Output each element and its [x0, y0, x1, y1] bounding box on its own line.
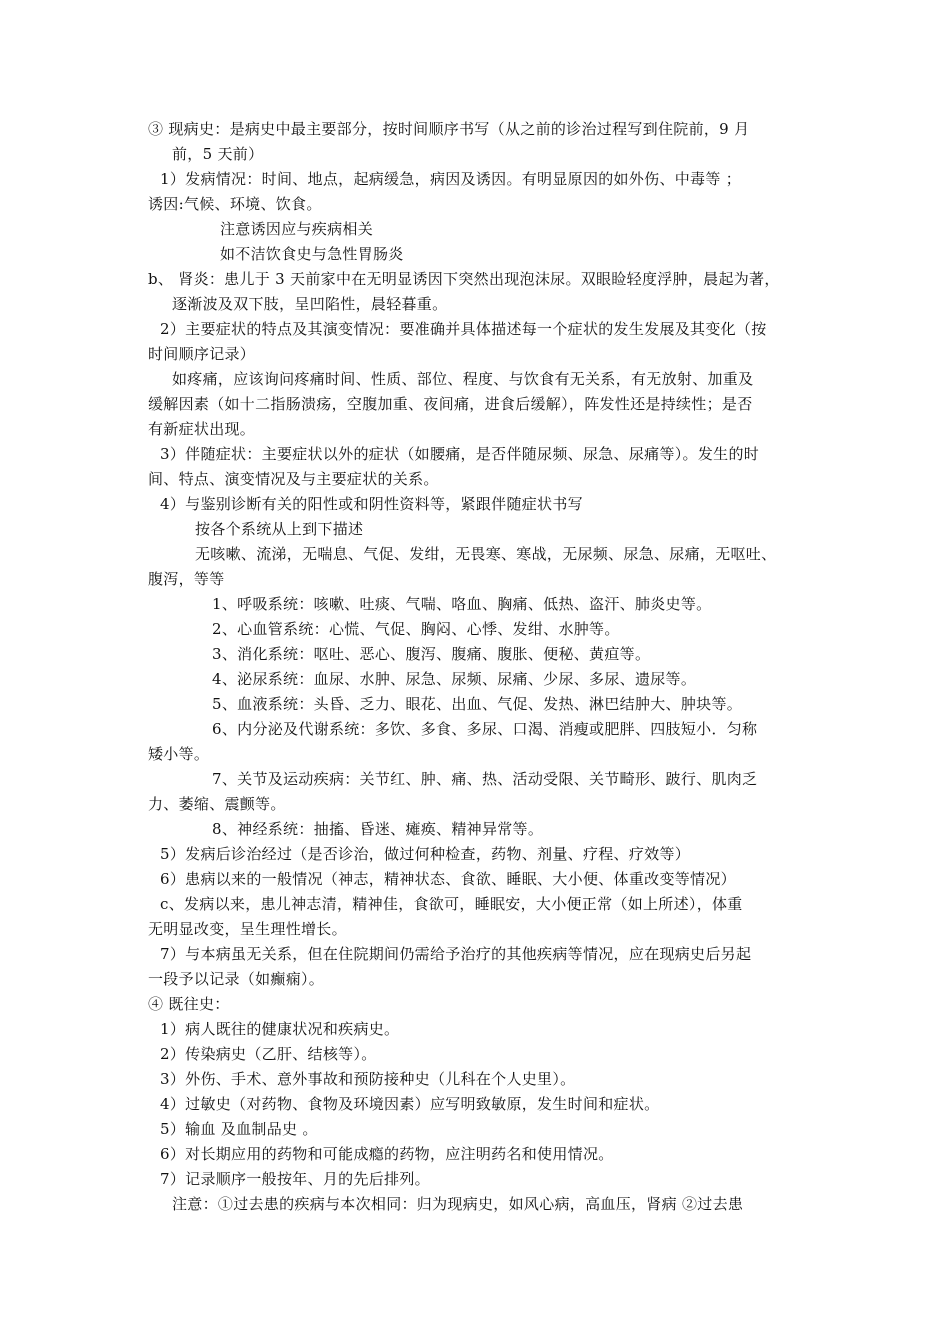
text-line: 时间顺序记录） [148, 345, 256, 363]
section-heading-past-history: ④ 既往史： [148, 995, 230, 1013]
list-item: 2）主要症状的特点及其演变情况：要准确并具体描述每一个症状的发生发展及其变化（按 [160, 320, 767, 338]
list-item: 4）与鉴别诊断有关的阳性或和阴性资料等，紧跟伴随症状书写 [160, 495, 583, 513]
list-item: 6）对长期应用的药物和可能成瘾的药物，应注明药名和使用情况。 [160, 1145, 614, 1163]
text-line: 力、萎缩、震颤等。 [148, 795, 286, 813]
system-item: 6、内分泌及代谢系统：多饮、多食、多尿、口渴、消瘦或肥胖、四肢短小．匀称 [212, 720, 758, 738]
list-item: 7）记录顺序一般按年、月的先后排列。 [160, 1170, 430, 1188]
system-item: 4、泌尿系统：血尿、水肿、尿急、尿频、尿痛、少尿、多尿、遗尿等。 [212, 670, 697, 688]
example-line: c、发病以来，患儿神志清，精神佳，食欲可，睡眠安，大小便正常（如上所述），体重 [160, 895, 743, 913]
text-line: 逐渐波及双下肢，呈凹陷性，晨轻暮重。 [172, 295, 448, 313]
text-line: 无明显改变，呈生理性增长。 [148, 920, 347, 938]
text-line: 腹泻，等等 [148, 570, 225, 588]
list-item: 2）传染病史（乙肝、结核等）。 [160, 1045, 377, 1063]
system-item: 3、消化系统：呕吐、恶心、腹泻、腹痛、腹胀、便秘、黄疸等。 [212, 645, 651, 663]
system-item: 5、血液系统：头昏、乏力、眼花、出血、气促、发热、淋巴结肿大、肿块等。 [212, 695, 743, 713]
text-line: 前，5 天前） [172, 145, 264, 163]
text-line: 一段予以记录（如癫痫）。 [148, 970, 325, 988]
text-line: 如疼痛，应该询问疼痛时间、性质、部位、程度、与饮食有无关系，有无放射、加重及 [172, 370, 754, 388]
list-item: 1）发病情况：时间、地点，起病缓急，病因及诱因。有明显原因的如外伤、中毒等 ； [160, 170, 742, 188]
list-item: 4）过敏史（对药物、食物及环境因素）应写明致敏原，发生时间和症状。 [160, 1095, 660, 1113]
text-line: 有新症状出现。 [148, 420, 256, 438]
list-item: 5）发病后诊治经过（是否诊治，做过何种检查，药物、剂量、疗程、疗效等） [160, 845, 691, 863]
section-heading-present-illness: ③ 现病史：是病史中最主要部分，按时间顺序书写（从之前的诊治过程写到住院前，9 月 [148, 120, 750, 138]
list-item: 3）外伤、手术、意外事故和预防接种史（儿科在个人史里）。 [160, 1070, 576, 1088]
system-item: 2、心血管系统：心慌、气促、胸闷、心悸、发绀、水肿等。 [212, 620, 620, 638]
system-item: 7、关节及运动疾病：关节红、肿、痛、热、活动受限、关节畸形、跛行、肌肉乏 [212, 770, 758, 788]
list-item: 6）患病以来的一般情况（神志，精神状态、食欲、睡眠、大小便、体重改变等情况） [160, 870, 736, 888]
text-line: 缓解因素（如十二指肠溃疡，空腹加重、夜间痛，进食后缓解），阵发性还是持续性；是否 [148, 395, 753, 413]
list-item: 3）伴随症状：主要症状以外的症状（如腰痛，是否伴随尿频、尿急、尿痛等）。发生的时 [160, 445, 760, 463]
system-item: 1、呼吸系统：咳嗽、吐痰、气喘、咯血、胸痛、低热、盗汗、肺炎史等。 [212, 595, 712, 613]
text-line: 无咳嗽、流涕，无喘息、气促、发绀，无畏寒、寒战，无尿频、尿急、尿痛，无呕吐、 [195, 545, 777, 563]
text-line: 如不洁饮食史与急性胃肠炎 [220, 245, 404, 263]
text-line: 注意诱因应与疾病相关 [220, 220, 374, 238]
list-item: 5）输血 及血制品史 。 [160, 1120, 318, 1138]
list-item: 1）病人既往的健康状况和疾病史。 [160, 1020, 400, 1038]
example-line: b、 肾炎：患儿于 3 天前家中在无明显诱因下突然出现泡沫尿。双眼睑轻度浮肿，晨起为著， [148, 270, 780, 288]
list-item: 7）与本病虽无关系，但在住院期间仍需给予治疗的其他疾病等情况，应在现病史后另起 [160, 945, 752, 963]
system-item: 8、神经系统：抽搐、昏迷、瘫痪、精神异常等。 [212, 820, 544, 838]
text-line: 诱因:气候、环境、饮食。 [148, 195, 322, 213]
note-line: 注意：①过去患的疾病与本次相同：归为现病史，如风心病，高血压，肾病 ②过去患 [172, 1195, 744, 1213]
text-line: 间、特点、演变情况及与主要症状的关系。 [148, 470, 439, 488]
text-line: 矮小等。 [148, 745, 210, 763]
text-line: 按各个系统从上到下描述 [195, 520, 364, 538]
